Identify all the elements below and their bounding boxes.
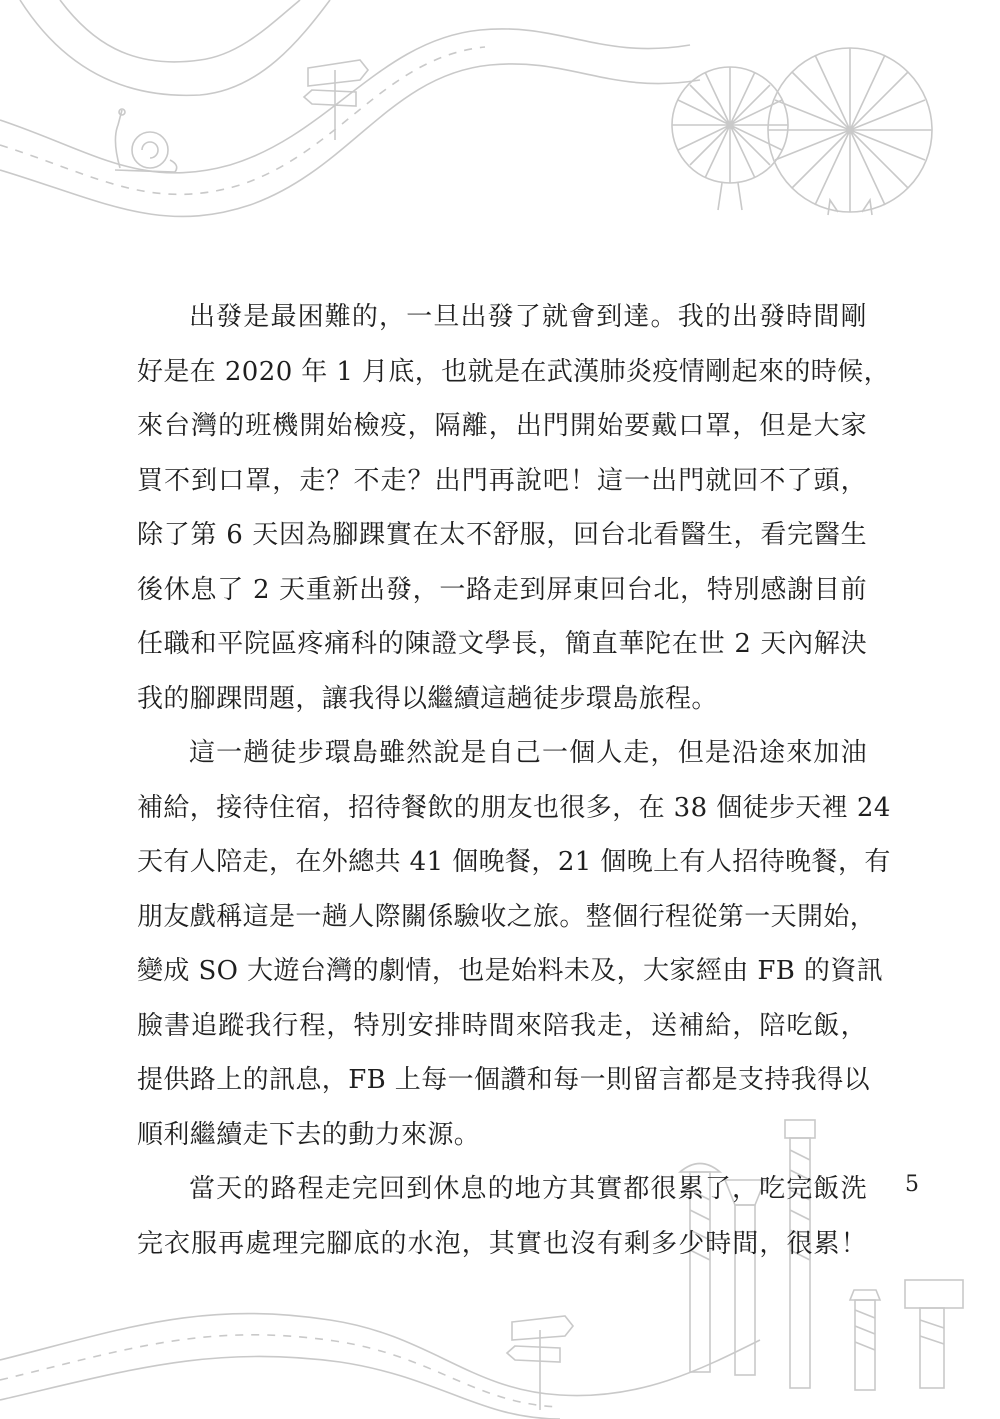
paragraph-3 (137, 1162, 867, 1271)
winding-road-top (0, 0, 700, 216)
text-line: 臉書追蹤我行程，特別安排時間來陪我走，送補給，陪吃飯， (137, 1010, 867, 1041)
page-number: 5 (905, 1172, 919, 1197)
text-line: 買不到口罩，走？不走？出門再說吧！這一出門就回不了頭， (137, 465, 867, 496)
bolt-icon (905, 1280, 963, 1388)
text-line: 當天的路程走完回到休息的地方其實都很累了，吃完飯洗 (189, 1174, 867, 1204)
text-line: 變成 SO 大遊台灣的劇情，也是始料未及，大家經由 FB 的資訊 (137, 956, 884, 986)
text-line: 這一趟徒步環島雖然說是自己一個人走，但是沿途來加油 (189, 738, 867, 768)
body-text (137, 290, 891, 1271)
text-line: 完衣服再處理完腳底的水泡，其實也沒有剩多少時間，很累！ (137, 1228, 867, 1259)
paragraph-1 (137, 290, 890, 726)
tree-icon (672, 48, 932, 215)
text-line: 來台灣的班機開始檢疫，隔離，出門開始要戴口罩，但是大家 (137, 411, 867, 441)
text-line: 出發是最困難的，一旦出發了就會到達。我的出發時間剛 (189, 302, 867, 332)
paragraph-2 (137, 726, 891, 1162)
text-line: 除了第 6 天因為腳踝實在太不舒服，回台北看醫生，看完醫生 (137, 520, 868, 550)
text-line: 後休息了 2 天重新出發，一路走到屏東回台北，特別感謝目前 (137, 574, 867, 605)
text-line: 我的腳踝問題，讓我得以繼續這趟徒步環島旅程。 (137, 683, 718, 714)
signpost-icon (304, 60, 368, 140)
text-line: 天有人陪走，在外總共 41 個晚餐，21 個晚上有人招待晚餐，有 (137, 847, 891, 877)
snail-icon (115, 109, 177, 172)
text-line: 朋友戲稱這是一趟人際關係驗收之旅。整個行程從第一天開始， (137, 901, 877, 932)
text-line: 提供路上的訊息，FB 上每一個讚和每一則留言都是支持我得以 (137, 1065, 871, 1095)
text-line: 順利繼續走下去的動力來源。 (137, 1119, 481, 1150)
bolt-icon (850, 1290, 880, 1390)
text-line: 補給，接待住宿，招待餐飲的朋友也很多，在 38 個徒步天裡 24 (137, 792, 891, 823)
winding-road-bottom (0, 1314, 760, 1419)
text-line: 好是在 2020 年 1 月底，也就是在武漢肺炎疫情剛起來的時候， (137, 356, 890, 387)
text-line: 任職和平院區疼痛科的陳證文學長，簡直華陀在世 2 天內解決 (137, 629, 868, 659)
signpost-icon (507, 1316, 573, 1410)
